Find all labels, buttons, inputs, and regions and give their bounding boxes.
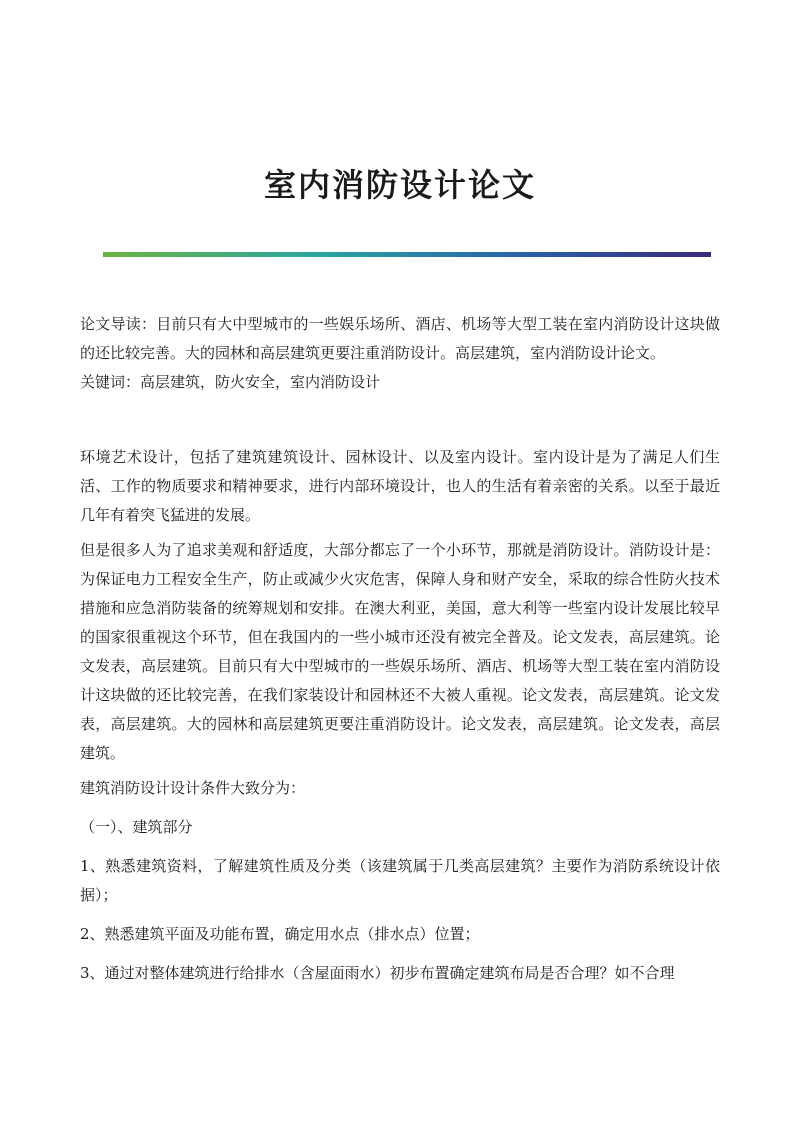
intro-paragraph: 论文导读：目前只有大中型城市的一些娱乐场所、酒店、机场等大型工装在室内消防设计这块做的还比较完善。大的园林和高层建筑更要注重消防设计。高层建筑，室内消防设计论文。 xyxy=(80,315,720,362)
list-item: 1、熟悉建筑资料，了解建筑性质及分类（该建筑属于几类高层建筑？主要作为消防系统设计依据）； xyxy=(80,857,720,904)
body-paragraph: 环境艺术设计，包括了建筑建筑设计、园林设计、以及室内设计。室内设计是为了满足人们生活、工作的物质要求和精神要求，进行内部环境设计，也人的生活有着亲密的关系。以至于最近几年有着突飞猛进的发展。 xyxy=(80,448,720,524)
body-paragraph: 但是很多人为了追求美观和舒适度，大部分都忘了一个小环节，那就是消防设计。消防设计是：为保证电力工程安全生产，防止或减少火灾危害，保障人身和财产安全，采取的综合性防火技术措施和应急消防装备的统筹规划和安排。在澳大利亚，美国，意大利等一些室内设计发展比较早的国家很重视这个环节，但在我国内的一些小城市还没有被完全普及。论文发表，高层建筑。论文发表，高层建筑。目前只有大中型城市的一些娱乐场所、酒店、机场等大型工装在室内消防设计这块做的还比较完善，在我们家装设计和园林还不大被人重视。论文发表，高层建筑。论文发表，高层建筑。大的园林和高层建筑更要注重消防设计。论文发表，高层建筑。论文发表，高层建筑。 xyxy=(80,541,720,762)
document-body xyxy=(80,310,720,988)
page-title: 室内消防设计论文 xyxy=(263,166,536,204)
body-paragraph: 建筑消防设计设计条件大致分为： xyxy=(80,779,306,797)
title-divider xyxy=(103,252,711,257)
section-heading: （一）、建筑部分 xyxy=(80,818,193,836)
list-item: 2、熟悉建筑平面及功能布置，确定用水点（排水点）位置； xyxy=(80,925,480,943)
keywords-line: 关键词：高层建筑，防火安全，室内消防设计 xyxy=(80,373,381,391)
list-item: 3、通过对整体建筑进行给排水（含屋面雨水）初步布置确定建筑布局是否合理？如不合理 xyxy=(80,964,675,982)
spacer xyxy=(80,397,720,443)
